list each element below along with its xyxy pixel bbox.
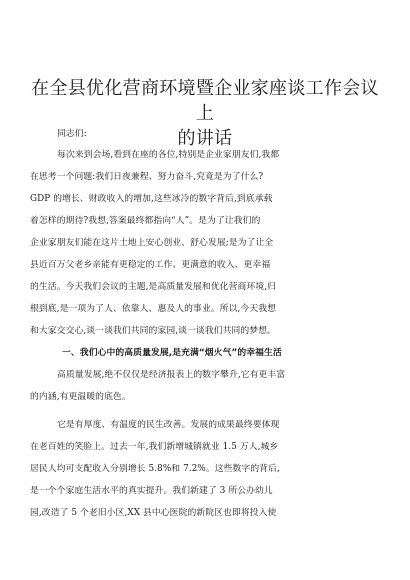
text-line: 县近百万父老乡亲能有更稳定的工作、更满意的收入、更幸福	[30, 260, 271, 270]
salutation: 同志们:	[57, 129, 87, 139]
text-line: 的内涵,有更温暖的底色。	[30, 392, 131, 402]
section-heading: 一、我们心中的高质量发展,是充满“烟火气”的幸福生活	[62, 348, 282, 358]
text-line: 是一个个家庭生活水平的真实提升。我们新建了 3 所公办幼儿	[30, 486, 273, 496]
text-line: 园,改造了 5 个老旧小区,XX 县中心医院的新院区也即将投入使	[30, 508, 277, 518]
title-line-1: 在全县优化营商环境暨企业家座谈工作会议上	[31, 78, 379, 124]
text-line: 根到底,是一项为了人、依靠人、惠及人的事业。所以,今天我想	[30, 304, 277, 314]
text-line: 企业家朋友们能在这片土地上安心创业、舒心发展;是为了让全	[30, 238, 274, 248]
text-line: 的生活。今天我们会议的主题,是高质量发展和优化营商环境,归	[30, 282, 277, 292]
text-line: 高质量发展,绝不仅仅是经济报表上的数字攀升,它有更丰富	[57, 370, 286, 380]
text-line: 在思考一个问题:我们日夜兼程、努力奋斗,究竟是为了什么?	[30, 172, 264, 182]
title-line-2: 的讲话	[177, 128, 233, 149]
text-line: 在老百姓的笑脸上。过去一年,我们新增城镇就业 1.5 万人,城乡	[30, 442, 279, 452]
text-line: 着怎样的期待?我想,答案最终都指向“人”。是为了让我们的	[30, 216, 261, 226]
text-line: 居民人均可支配收入分别增长 5.8%和 7.2%。这些数字的背后,	[30, 464, 280, 474]
text-line: 每次来到会场,看到在座的各位,特别是企业家朋友们,我都	[57, 150, 280, 160]
text-line: GDP 的增长、财政收入的增加,这些冰冷的数字背后,到底承载	[30, 194, 273, 204]
text-line: 和大家交交心,谈一谈我们共同的家园,谈一谈我们共同的梦想。	[30, 326, 277, 336]
text-line: 它是有厚度、有温度的民生改善。发展的成果最终要体现	[57, 420, 280, 430]
